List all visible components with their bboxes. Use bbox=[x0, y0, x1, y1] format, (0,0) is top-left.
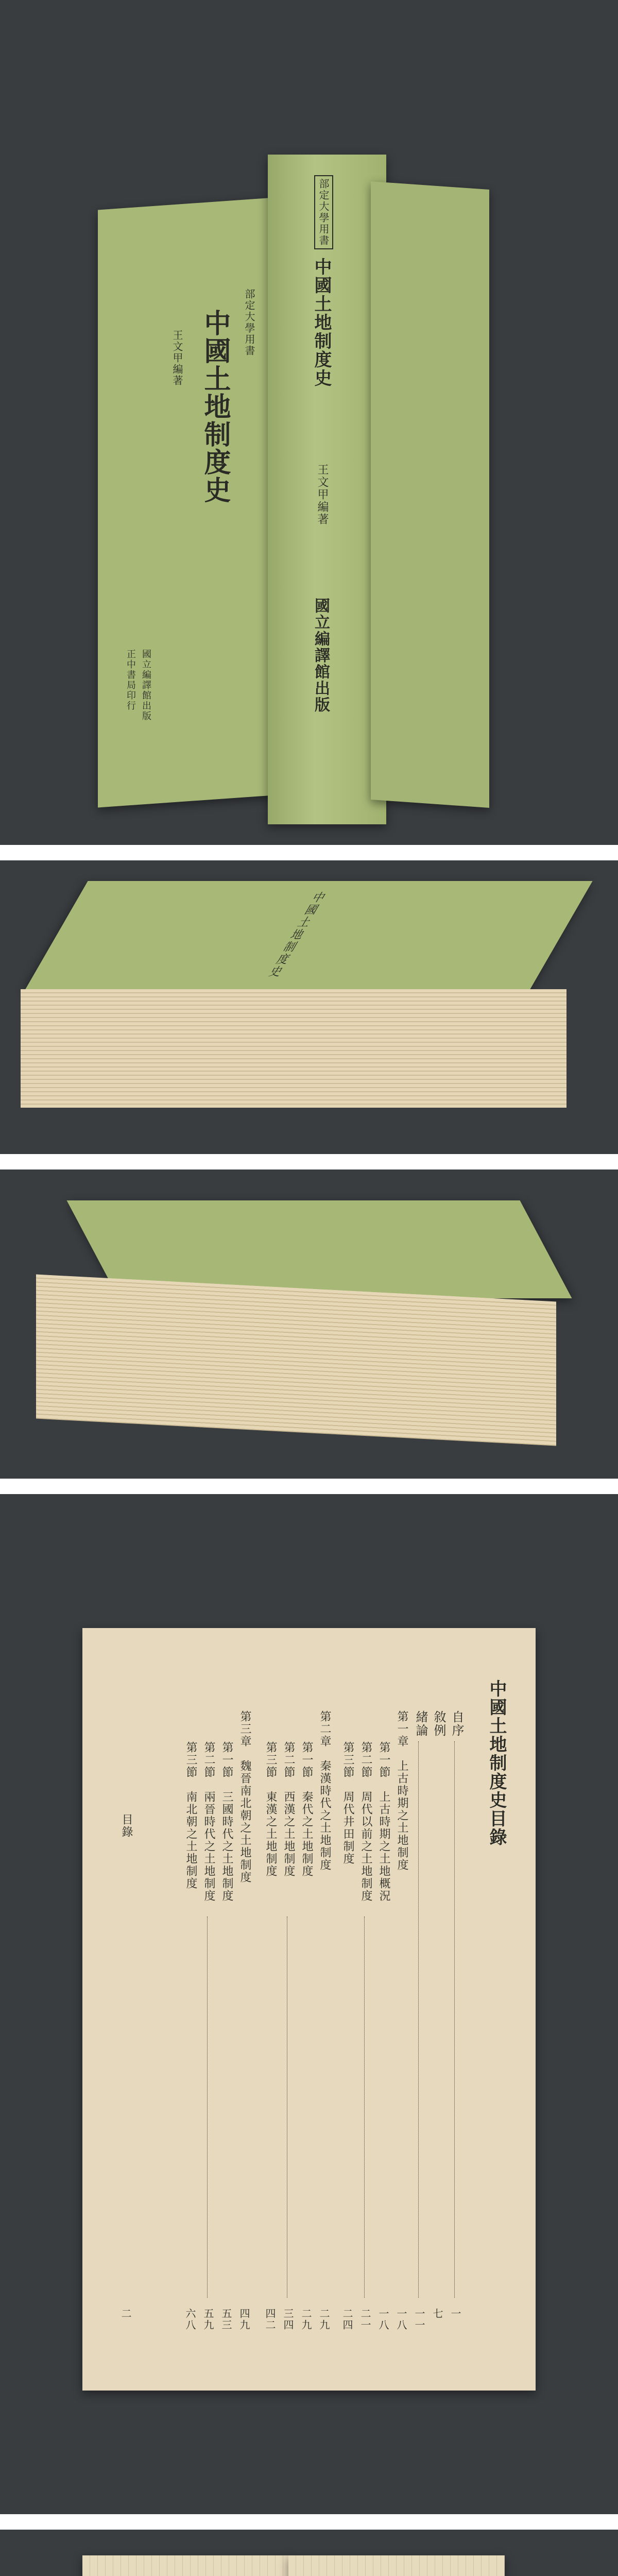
cover-title: 中國土地制度史 bbox=[199, 309, 231, 504]
toc-entry: 第二節 西漢之土地制度 bbox=[282, 1741, 295, 1877]
toc-page-number: 六八 bbox=[184, 2308, 196, 2331]
toc-entry: 第三節 周代井田制度 bbox=[341, 1741, 354, 1865]
toc-page-number: 一八 bbox=[377, 2308, 389, 2331]
cover-publisher-left: 國立編譯館出版 bbox=[141, 649, 151, 721]
spine-author: 王文甲編著 bbox=[316, 464, 329, 526]
spine-title: 中國土地制度史 bbox=[311, 258, 332, 387]
toc-entry: 第一章 上古時期之土地制度 bbox=[396, 1710, 408, 1871]
toc-leader bbox=[454, 1741, 455, 2298]
toc-entry: 第一節 秦代之土地制度 bbox=[300, 1741, 313, 1877]
toc-entry: 第二章 秦漢時代之土地制度 bbox=[318, 1710, 331, 1871]
photo-edge-1 bbox=[0, 860, 618, 1154]
toc-footer: 目錄 bbox=[120, 1814, 133, 1838]
toc-leader bbox=[207, 1917, 208, 2298]
toc-entry: 第三節 南北朝之土地制度 bbox=[184, 1741, 197, 1890]
toc-page-number: 二九 bbox=[300, 2308, 312, 2331]
book-page-block bbox=[21, 989, 566, 1108]
book-top-cover bbox=[25, 881, 592, 989]
divider bbox=[0, 2514, 618, 2530]
divider bbox=[0, 1479, 618, 1494]
divider bbox=[0, 1154, 618, 1170]
toc-entry: 第一節 上古時期之土地概況 bbox=[377, 1741, 390, 1902]
toc-entry: 第二節 周代以前之土地制度 bbox=[359, 1741, 372, 1902]
edge-cover-title: 中國土地制度史 bbox=[265, 891, 328, 978]
toc-leader bbox=[364, 1917, 365, 2298]
divider bbox=[0, 845, 618, 860]
toc-entry: 敘例 bbox=[432, 1710, 446, 1737]
open-page-left bbox=[82, 2555, 288, 2576]
photo-open-book-1 bbox=[0, 2530, 618, 2576]
cover-series-label: 部定大學用書 bbox=[243, 289, 255, 357]
toc-page-number: 五三 bbox=[220, 2308, 232, 2331]
toc-page-number: 四九 bbox=[238, 2308, 250, 2331]
toc-entry: 第二節 兩晉時代之土地制度 bbox=[202, 1741, 215, 1902]
toc-page-number: 四二 bbox=[264, 2308, 276, 2331]
toc-leader bbox=[418, 1741, 419, 2298]
toc-page-number: 二九 bbox=[318, 2308, 330, 2331]
photo-edge-2 bbox=[0, 1170, 618, 1479]
book-back-cover bbox=[371, 181, 489, 808]
toc-page-number: 三四 bbox=[282, 2308, 294, 2331]
book-page-block bbox=[36, 1275, 556, 1446]
toc-page-number: 七 bbox=[431, 2308, 443, 2319]
spine-series: 部定大學用書 bbox=[314, 175, 333, 249]
toc-page-number: 二四 bbox=[341, 2308, 353, 2331]
spine-publisher: 國立編譯館出版 bbox=[312, 598, 330, 713]
cover-publisher-right: 正中書局印行 bbox=[125, 649, 136, 711]
photo-spine bbox=[0, 0, 618, 845]
toc-heading: 中國土地制度史目錄 bbox=[486, 1680, 507, 1846]
toc-page-number: 一一 bbox=[413, 2308, 425, 2331]
toc-page-number: 一八 bbox=[395, 2308, 407, 2331]
toc-page-number: 一 bbox=[449, 2308, 461, 2319]
photo-toc bbox=[0, 1494, 618, 2514]
toc-entry: 第三章 魏晉南北朝之土地制度 bbox=[238, 1710, 251, 1884]
open-page-right bbox=[288, 2555, 505, 2576]
toc-entry: 自序 bbox=[450, 1710, 464, 1737]
toc-page-number: 二 bbox=[119, 2308, 132, 2319]
toc-page-number: 二一 bbox=[359, 2308, 371, 2331]
toc-entry: 第三節 東漢之土地制度 bbox=[264, 1741, 277, 1877]
toc-entry: 第一節 三國時代之土地制度 bbox=[220, 1741, 233, 1902]
cover-author: 王文甲編著 bbox=[171, 330, 183, 386]
toc-entry: 緒論 bbox=[414, 1710, 428, 1737]
toc-page-number: 五九 bbox=[202, 2308, 214, 2331]
